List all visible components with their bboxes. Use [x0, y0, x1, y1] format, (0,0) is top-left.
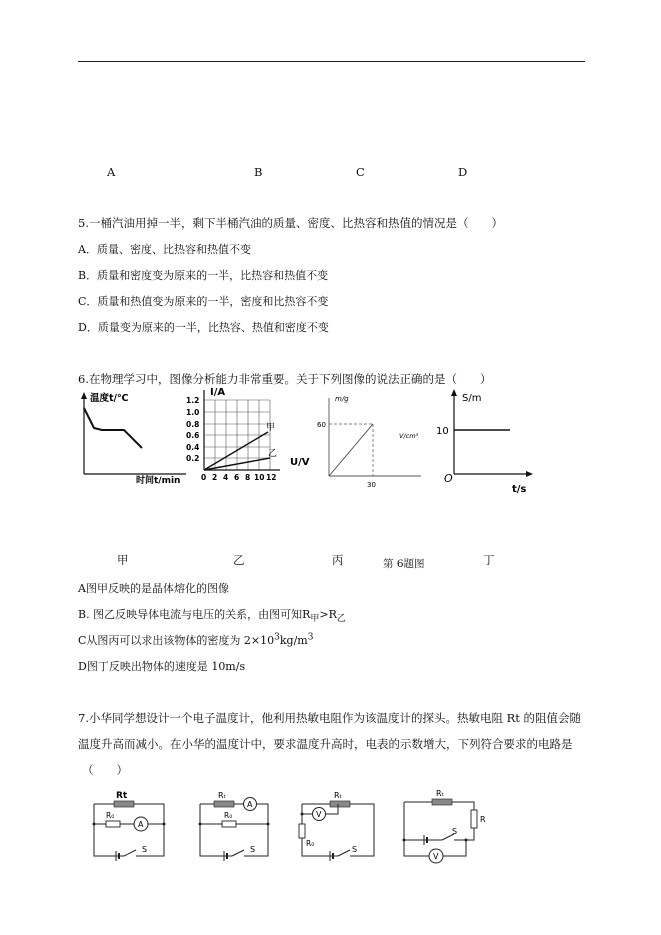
graph-yi-ytick: 0.8 — [186, 420, 200, 429]
circuit-a-meter-label: A — [138, 820, 144, 829]
circuit-c-meter-label: V — [316, 810, 322, 819]
q6-option-c: C从图丙可以求出该物体的密度为 $2\times 10^3kg/m^3$ — [78, 632, 314, 647]
choice-label-d: D — [458, 165, 468, 179]
graph-yi-ytick: 1.2 — [186, 396, 200, 405]
circuit-d-r — [471, 810, 477, 828]
graph-yi-ytick: 0.2 — [186, 454, 200, 463]
circuit-d-rt — [432, 799, 452, 805]
graph-yi-ytick: 1.0 — [186, 408, 200, 417]
q5-stem: 5.一桶汽油用掉一半，剩下半桶汽油的质量、密度、比热容和热值的情况是（ ） — [78, 216, 503, 230]
graph-ding-ylabel: S/m — [462, 393, 482, 404]
q6-option-b: B. 图乙反映导体电流与电压的关系，由图可知$R_甲>R_乙$ — [78, 608, 346, 625]
circuit-c-r0-label: R₀ — [306, 839, 315, 848]
graph-jia-ylabel: 温度t/℃ — [90, 393, 129, 404]
q5-option-a: A．质量、密度、比热容和热值不变 — [78, 243, 251, 256]
q6-option-d: D图丁反映出物体的速度是 10m/s — [78, 660, 246, 673]
caption-jia: 甲 — [117, 553, 129, 567]
header-rule — [78, 61, 585, 62]
graph-yi — [184, 386, 318, 486]
circuit-c — [294, 786, 384, 864]
graph-yi-xtick: 4 — [223, 473, 229, 482]
circuit-b-r0 — [222, 821, 236, 827]
graph-yi-ytick: 0.6 — [186, 431, 200, 440]
caption-yi: 乙 — [233, 553, 245, 567]
circuit-c-rt — [330, 801, 350, 807]
circuit-d-r-label: R — [480, 815, 486, 824]
graph-bing-xmark: 30 — [367, 481, 376, 489]
graph-yi-ylabel: I/A — [210, 387, 226, 398]
graph-bing-ymark: 60 — [317, 421, 326, 429]
graph-jia — [76, 390, 192, 486]
q6-option-a: A图甲反映的是晶体熔化的图像 — [78, 582, 229, 595]
graph-yi-ytick: 0.4 — [186, 443, 200, 452]
graph-bing — [315, 392, 425, 490]
graph-yi-series-yi: 乙 — [268, 449, 278, 459]
graph-yi-xtick: 10 — [254, 473, 265, 482]
circuit-a — [88, 786, 174, 862]
circuit-d-switch-label: S — [452, 827, 458, 836]
circuit-a-rt-label: Rt — [116, 791, 128, 801]
q6-stem: 6.在物理学习中，图像分析能力非常重要。关于下列图像的说法正确的是（ ） — [78, 372, 492, 386]
circuit-d-rt-label: Rₜ — [436, 789, 444, 798]
graph-jia-xlabel: 时间t/min — [136, 476, 181, 486]
graph-ding-origin: O — [444, 472, 453, 485]
choice-label-c: C — [356, 165, 365, 179]
q7-stem-line1: 7.小华同学想设计一个电子温度计，他利用热敏电阻作为该温度计的探头。热敏电阻 Rt 的阻值会随 — [78, 711, 582, 725]
circuit-c-rt-label: Rₜ — [334, 791, 342, 800]
circuit-b — [194, 786, 280, 862]
q5-option-c: C．质量和热值变为原来的一半，密度和比热容不变 — [78, 295, 329, 308]
circuit-b-r0-label: R₀ — [224, 811, 233, 820]
circuit-a-r0-label: R₀ — [106, 811, 115, 820]
circuit-d-meter-label: V — [433, 852, 439, 861]
q5-option-b: B．质量和密度变为原来的一半，比热容和热值不变 — [78, 269, 329, 282]
circuit-a-switch-label: S — [142, 845, 148, 854]
graph-yi-xtick: 12 — [266, 473, 277, 482]
caption-ding: 丁 — [483, 553, 495, 567]
graph-bing-xlabel: V/cm³ — [399, 432, 419, 440]
circuit-b-switch-label: S — [250, 845, 256, 854]
graph-yi-xtick: 6 — [234, 473, 240, 482]
circuit-a-rt — [114, 801, 134, 807]
q5-option-d: D．质量变为原来的一半，比热容、热值和密度不变 — [78, 321, 329, 334]
choice-label-a: A — [107, 165, 116, 179]
graph-yi-series-jia: 甲 — [266, 423, 276, 433]
q7-stem-line3: （ ） — [82, 763, 128, 777]
graph-yi-xlabel: U/V — [290, 457, 310, 468]
choice-label-b: B — [254, 165, 263, 179]
graph-yi-xtick: 8 — [245, 473, 251, 482]
circuit-a-r0 — [106, 821, 120, 827]
graph-yi-xtick: 2 — [212, 473, 218, 482]
graph-yi-xtick: 0 — [201, 473, 207, 482]
graph-bing-ylabel: m/g — [335, 395, 349, 403]
figure-caption: 第 6题图 — [383, 558, 425, 570]
circuit-b-rt-label: Rₜ — [218, 791, 226, 800]
graph-ding-ymark: 10 — [436, 426, 449, 437]
circuit-b-rt — [214, 801, 234, 807]
circuit-b-meter-label: A — [247, 800, 253, 809]
graph-ding — [436, 386, 536, 498]
circuit-c-switch-label: S — [352, 845, 358, 854]
q7-stem-line2: 温度升高而减小。在小华的温度计中，要求温度升高时，电表的示数增大，下列符合要求的电路是 — [78, 737, 573, 751]
circuit-d — [396, 784, 492, 868]
caption-bing: 丙 — [332, 553, 344, 567]
graph-ding-xlabel: t/s — [512, 484, 527, 495]
circuit-c-r0 — [299, 824, 305, 838]
